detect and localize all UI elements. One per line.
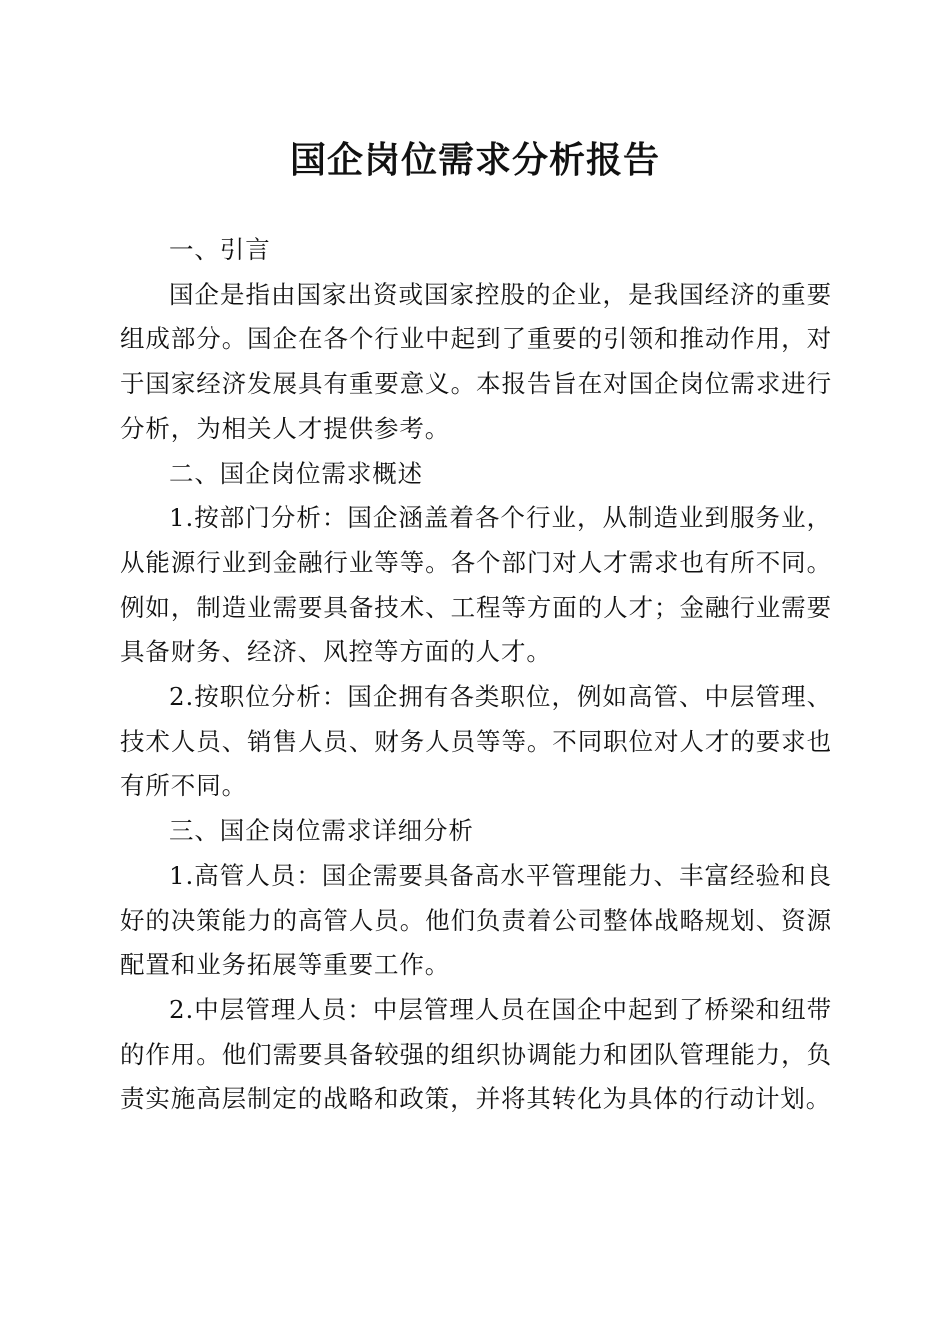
section-heading: 一、引言 [169,235,271,264]
section-heading: 二、国企岗位需求概述 [169,458,423,488]
section-introduction [120,228,832,452]
document-title: 国企岗位需求分析报告 [289,139,660,181]
section-heading: 三、国企岗位需求详细分析 [169,816,474,846]
document-body [120,228,832,1122]
section-detailed-analysis [120,809,832,1122]
paragraph: 国企是指由国家出资或国家控股的企业，是我国经济的重要组成部分。国企在各个行业中起到了重要的引领和推动作用，对于国家经济发展具有重要意义。本报告旨在对国企岗位需求进行分析，为相关人才提供参考。 [120,279,832,443]
section-overview [120,452,832,810]
paragraph: 1.高管人员：国企需要具备高水平管理能力、丰富经验和良好的决策能力的高管人员。他们负责着公司整体战略规划、资源配置和业务拓展等重要工作。 [120,860,832,980]
paragraph: 2.按职位分析：国企拥有各类职位，例如高管、中层管理、技术人员、销售人员、财务人员等等。不同职位对人才的要求也有所不同。 [120,682,832,801]
paragraph: 2.中层管理人员：中层管理人员在国企中起到了桥梁和纽带的作用。他们需要具备较强的组织协调能力和团队管理能力，负责实施高层制定的战略和政策，并将其转化为具体的行动计划。 [120,994,832,1114]
paragraph: 1.按部门分析：国企涵盖着各个行业，从制造业到服务业，从能源行业到金融行业等等。各个部门对人才需求也有所不同。例如，制造业需要具备技术、工程等方面的人才；金融行业需要具备财务、经济、风控等方面的人才。 [120,503,832,667]
